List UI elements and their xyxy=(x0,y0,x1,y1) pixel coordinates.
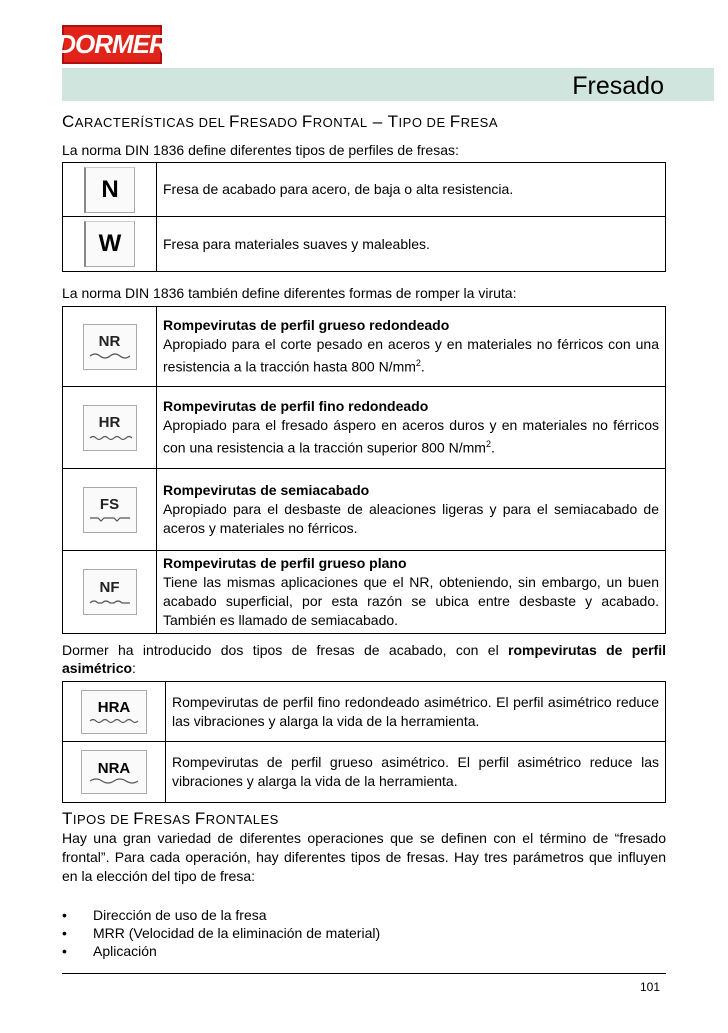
intro3-tail: : xyxy=(132,660,136,676)
table-row xyxy=(63,551,665,633)
row-title: Rompevirutas de perfil fino redondeado xyxy=(163,398,429,415)
icon-cell xyxy=(63,742,166,802)
row-text: Rompevirutas de perfil fino redondeado asimétrico. El perfil asimétrico reduce las vibraciones y alarga la vida de la herramienta. xyxy=(172,693,659,729)
list-item-text: MRR (Velocidad de la eliminación de material) xyxy=(93,925,381,941)
icon-cell xyxy=(63,469,157,550)
h2-cap: F xyxy=(133,809,145,828)
table-row xyxy=(63,387,665,469)
table-fresa-types xyxy=(62,162,666,272)
intro3-text: Dormer ha introducido dos tipos de fresas de acabado, con el xyxy=(62,642,509,658)
desc-tail: . xyxy=(420,358,425,375)
row-text xyxy=(157,387,665,468)
heading-caracteristicas xyxy=(62,112,498,132)
wave-profile-icon xyxy=(88,515,132,523)
chipbreaker-nr-icon xyxy=(83,324,137,370)
dormer-logo xyxy=(57,25,167,64)
list-item xyxy=(62,906,380,924)
heading-tipos-fresas xyxy=(62,809,279,829)
row-desc xyxy=(163,416,659,458)
h1-cap: C xyxy=(62,112,75,131)
row-text xyxy=(157,307,665,386)
icon-cell xyxy=(63,387,157,468)
bullet-icon: • xyxy=(62,925,67,941)
list-item xyxy=(62,924,380,942)
table-row xyxy=(63,742,665,802)
bullet-list xyxy=(62,906,380,960)
table-row xyxy=(63,217,665,271)
icon-cell xyxy=(63,217,157,271)
table-row xyxy=(63,682,665,742)
para-fresado-frontal: Hay una gran variedad de diferentes operaciones que se definen con el término de “fresado frontal”. Para cada operación, hay diferentes tipos de fresas. Hay tres parámetros que influyen en la elección del tipo de fresa: xyxy=(62,830,666,884)
profile-n-icon: N xyxy=(84,167,135,213)
intro-din-perfiles: La norma DIN 1836 define diferentes tipos de perfiles de fresas: xyxy=(62,142,459,158)
list-item-text: Aplicación xyxy=(93,943,157,959)
wave-profile-icon xyxy=(88,433,132,441)
h2-sc: RESAS xyxy=(144,812,195,827)
chipbreaker-hr-icon xyxy=(83,405,137,451)
icon-cell xyxy=(63,682,166,741)
chipbreaker-fs-icon xyxy=(83,487,137,533)
row-text xyxy=(157,551,665,633)
intro-dormer-asimetrico xyxy=(62,641,666,677)
desc-text: Apropiado para el corte pesado en aceros y en materiales no férricos con una resistencia a la tracción hasta 800 N/mm xyxy=(163,336,659,375)
desc-tail: . xyxy=(490,439,495,456)
icon-code: NF xyxy=(99,578,120,596)
desc-sup: 2 xyxy=(485,439,491,450)
icon-code: NRA xyxy=(97,759,131,777)
row-desc: Tiene las mismas aplicaciones que el NR, obteniendo, sin embargo, un buen acabado superficial, por esta razón se ubica entre desbaste y acabado. También es llamado de semiacabado. xyxy=(163,574,659,628)
icon-cell xyxy=(63,163,157,216)
chipbreaker-hra-icon xyxy=(81,690,147,734)
table-asymmetric xyxy=(62,681,666,803)
icon-code: FS xyxy=(99,496,120,513)
row-text xyxy=(157,469,665,550)
footer-divider xyxy=(62,973,666,974)
wave-profile-icon xyxy=(88,598,132,606)
bullet-icon: • xyxy=(62,943,67,959)
page-number: 101 xyxy=(639,980,660,994)
list-item xyxy=(62,942,380,960)
h2-sc: RONTALES xyxy=(205,812,279,827)
wave-profile-icon xyxy=(88,716,140,724)
h1-sc: RONTAL xyxy=(312,115,368,130)
chipbreaker-nf-icon xyxy=(83,569,137,615)
intro-din-viruta: La norma DIN 1836 también define diferentes formas de romper la viruta: xyxy=(62,285,517,301)
row-text: Rompevirutas de perfil grueso asimétrico. El perfil asimétrico reduce las vibraciones y alarga la vida de la herramienta. xyxy=(172,754,659,789)
icon-cell xyxy=(63,307,157,386)
h1-cap: F xyxy=(449,112,461,131)
row-title: Rompevirutas de perfil grueso redondeado xyxy=(163,317,450,334)
table-row xyxy=(63,163,665,217)
profile-w-icon: W xyxy=(84,221,135,267)
row-title: Rompevirutas de perfil grueso plano xyxy=(163,555,407,571)
bullet-icon: • xyxy=(62,907,67,923)
h1-sc: RESADO xyxy=(239,115,302,130)
chipbreaker-nra-icon xyxy=(81,750,147,794)
icon-code: HR xyxy=(98,414,121,431)
list-item-text: Dirección de uso de la fresa xyxy=(93,907,267,923)
desc-text: Apropiado para el fresado áspero en aceros duros y en materiales no férricos con una resistencia a la tracción superior 800 N/mm xyxy=(163,417,659,456)
h1-cap: F xyxy=(301,112,313,131)
wave-profile-icon xyxy=(88,352,132,360)
logo-text: DORMER xyxy=(57,29,167,59)
desc-sup: 2 xyxy=(415,358,421,369)
icon-code: HRA xyxy=(97,699,131,716)
h2-sc: IPOS DE xyxy=(72,812,134,827)
h1-cap: F xyxy=(229,112,240,131)
icon-cell xyxy=(63,551,157,633)
table-row xyxy=(63,307,665,387)
h1-sc: ARACTERÍSTICAS DEL xyxy=(74,115,229,130)
wave-profile-icon xyxy=(88,777,140,785)
table-row xyxy=(63,469,665,551)
h2-cap: F xyxy=(194,809,206,828)
table-chipbreakers xyxy=(62,306,666,634)
h1-dash: – xyxy=(367,112,388,131)
intro3-bold: rompevirutas de perfil asimétrico xyxy=(62,642,666,676)
h1-sc: RESA xyxy=(460,115,499,130)
h1-cap: T xyxy=(387,112,399,131)
h1-sc: IPO DE xyxy=(398,115,450,130)
icon-code: NR xyxy=(98,333,121,350)
section-title: Fresado xyxy=(572,72,664,100)
row-text: Fresa de acabado para acero, de baja o alta resistencia. xyxy=(163,181,514,197)
row-title: Rompevirutas de semiacabado xyxy=(163,482,370,498)
row-text: Fresa para materiales suaves y maleables. xyxy=(163,235,430,252)
row-desc xyxy=(163,335,659,377)
h2-cap: T xyxy=(62,809,73,828)
row-desc: Apropiado para el desbaste de aleaciones ligeras y para el semiacabado de aceros y materiales no férricos. xyxy=(163,501,659,536)
